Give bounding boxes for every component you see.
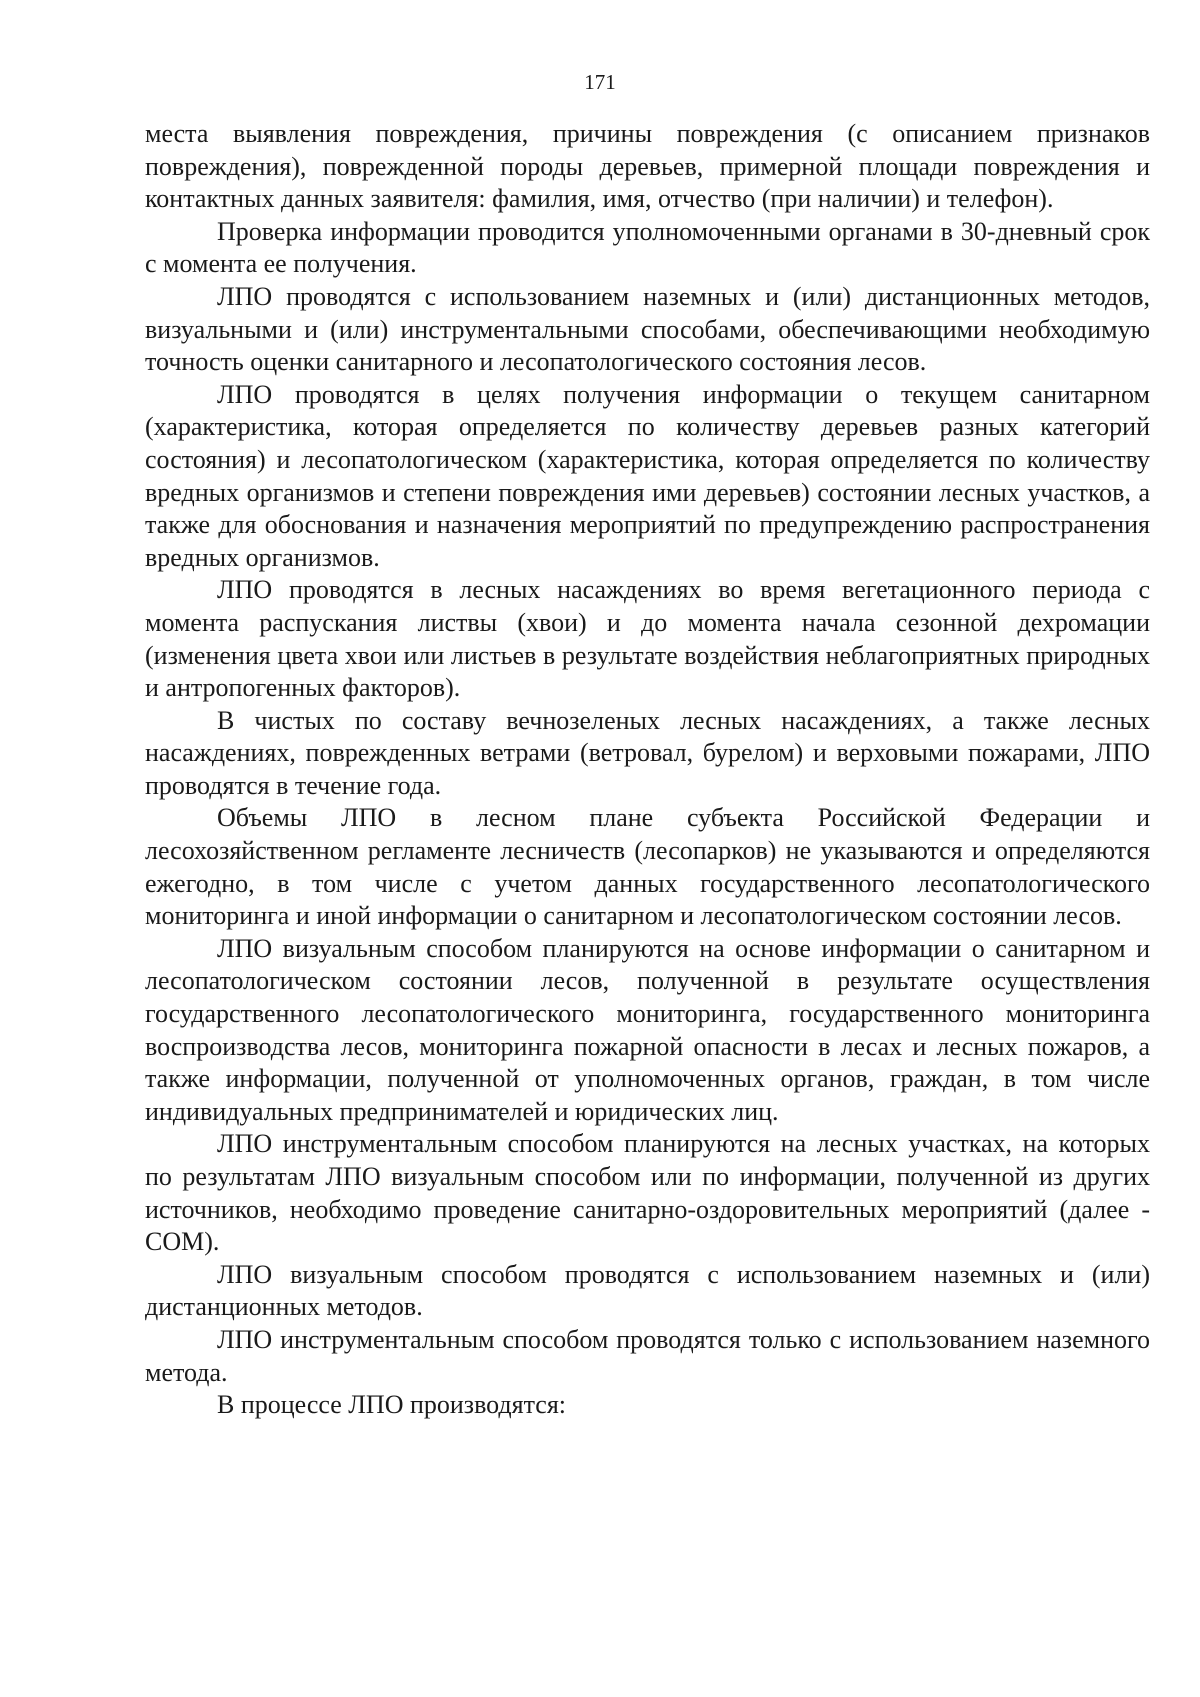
paragraph: ЛПО проводятся в лесных насаждениях во время вегетационного периода с момента распускания листвы (хвои) и до момента начала сезонной дехромации (изменения цвета хвои или листьев в результате воздействия неблагоприятных природных и антропогенных факторов). bbox=[145, 575, 1150, 703]
paragraph: ЛПО инструментальным способом планируются на лесных участках, на которых по результатам ЛПО визуальным способом или по информации, полученной из других источников, необходимо проведение санитарно-оздоровительных мероприятий (далее - СОМ). bbox=[145, 1129, 1150, 1257]
paragraph: ЛПО визуальным способом планируются на основе информации о санитарном и лесопатологическом состоянии лесов, полученной в результате осуществления государственного лесопатологического мониторинга, государственного мониторинга воспроизводства лесов, мониторинга пожарной опасности в лесах и лесных пожаров, а также информации, полученной от уполномоченных органов, граждан, в том числе индивидуальных предпринимателей и юридических лиц. bbox=[145, 933, 1150, 1126]
page-number: 171 bbox=[584, 70, 616, 94]
paragraph: ЛПО проводятся с использованием наземных и (или) дистанционных методов, визуальными и (или) инструментальными способами, обеспечивающими необходимую точность оценки санитарного и лесопатологического состояния лесов. bbox=[145, 281, 1150, 377]
paragraph: ЛПО визуальным способом проводятся с использованием наземных и (или) дистанционных методов. bbox=[145, 1259, 1150, 1322]
paragraph: Объемы ЛПО в лесном плане субъекта Российской Федерации и лесохозяйственном регламенте лесничеств (лесопарков) не указываются и определяются ежегодно, в том числе с учетом данных государственного лесопатологического мониторинга и иной информации о санитарном и лесопатологическом состоянии лесов. bbox=[145, 803, 1150, 931]
paragraph: В процессе ЛПО производятся: bbox=[217, 1390, 567, 1420]
paragraph: ЛПО проводятся в целях получения информации о текущем санитарном (характеристика, которая определяется по количеству деревьев разных категорий состояния) и лесопатологическом (характеристика, которая определяется по количеству вредных организмов и степени повреждения ими деревьев) состоянии лесных участков, а также для обоснования и назначения мероприятий по предупреждению распространения вредных организмов. bbox=[145, 379, 1150, 572]
paragraph: ЛПО инструментальным способом проводятся только с использованием наземного метода. bbox=[145, 1324, 1150, 1387]
paragraph: Проверка информации проводится уполномоченными органами в 30-дневный срок с момента ее получения. bbox=[145, 216, 1150, 279]
document-body bbox=[145, 118, 1150, 1422]
paragraph: В чистых по составу вечнозеленых лесных насаждениях, а также лесных насаждениях, поврежденных ветрами (ветровал, бурелом) и верховыми пожарами, ЛПО проводятся в течение года. bbox=[145, 705, 1150, 800]
paragraph-continuation: места выявления повреждения, причины повреждения (с описанием признаков повреждения), поврежденной породы деревьев, примерной площади повреждения и контактных данных заявителя: фамилия, имя, отчество (при наличии) и телефон). bbox=[145, 119, 1150, 214]
